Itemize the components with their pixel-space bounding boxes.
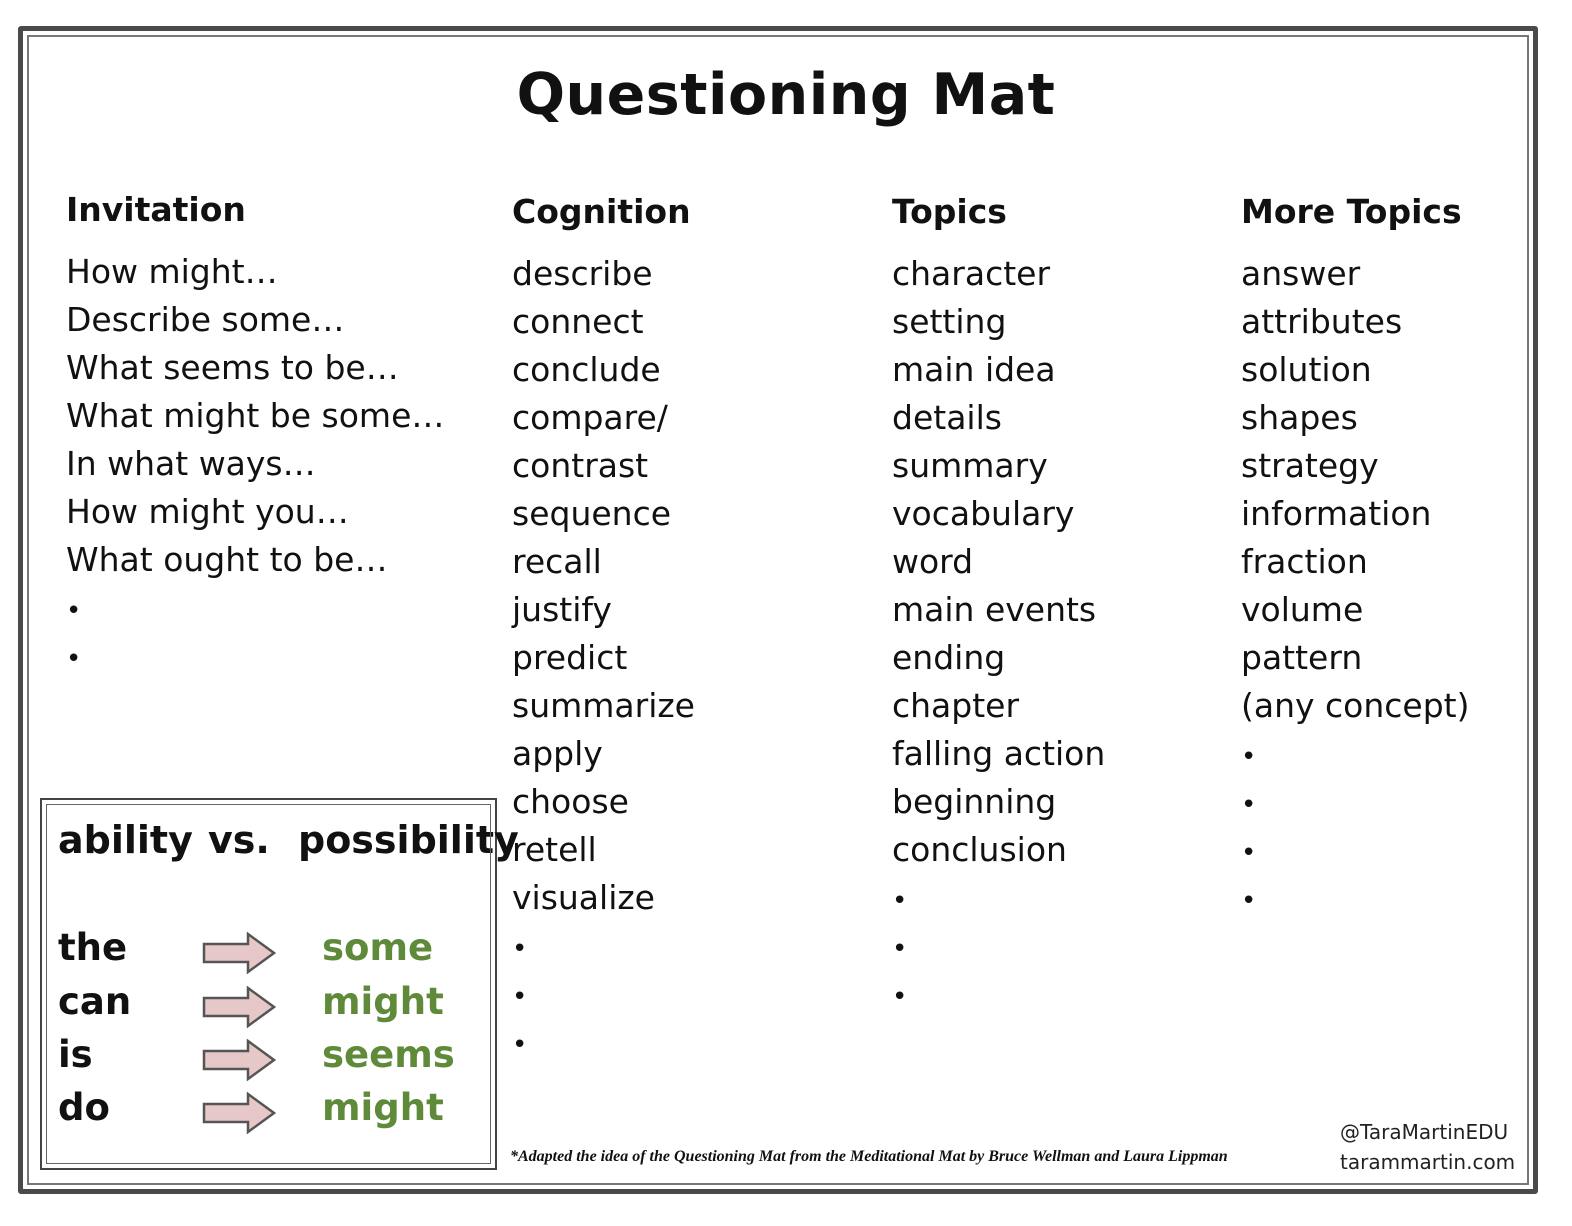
list-item: sequence — [512, 494, 672, 533]
right-arrow-icon — [202, 1039, 276, 1081]
empty-bullet — [66, 632, 444, 680]
list-item: summarize — [512, 686, 695, 725]
column-more-topics — [1241, 190, 1470, 922]
column-list — [66, 248, 444, 680]
list-item: summary — [892, 446, 1048, 485]
list-item: answer — [1241, 254, 1361, 293]
ability-word: can — [58, 980, 132, 1023]
list-item: contrast — [512, 446, 649, 485]
list-item: details — [892, 398, 1002, 437]
list-item: conclude — [512, 350, 661, 389]
empty-bullet — [1241, 730, 1470, 778]
ability-word: is — [58, 1033, 93, 1076]
empty-bullet — [512, 922, 695, 970]
column-heading: Cognition — [512, 192, 691, 231]
list-item: main idea — [892, 350, 1056, 389]
column-heading: Topics — [892, 192, 1007, 231]
list-item: compare/ — [512, 398, 668, 437]
list-item: fraction — [1241, 542, 1368, 581]
ability-word: do — [58, 1086, 110, 1129]
possibility-word: might — [322, 980, 444, 1023]
empty-bullet — [512, 1018, 695, 1066]
empty-bullet — [66, 584, 444, 632]
empty-bullet — [1241, 778, 1470, 826]
list-item: How might… — [66, 252, 278, 291]
column-heading: Invitation — [66, 190, 246, 229]
list-item: How might you… — [66, 492, 349, 531]
list-item: solution — [1241, 350, 1372, 389]
list-item: falling action — [892, 734, 1106, 773]
list-item: strategy — [1241, 446, 1379, 485]
right-arrow-icon — [202, 1092, 276, 1134]
list-item: information — [1241, 494, 1432, 533]
list-item: pattern — [1241, 638, 1363, 677]
empty-bullet — [512, 970, 695, 1018]
right-arrow-icon — [202, 986, 276, 1028]
ability-vs-possibility-box — [40, 798, 519, 1170]
column-topics — [892, 190, 1105, 1018]
possibility-word: some — [322, 926, 434, 969]
list-item: justify — [512, 590, 612, 629]
heading-possibility: possibility — [298, 818, 519, 862]
box-heading — [58, 818, 519, 868]
list-item: attributes — [1241, 302, 1403, 341]
empty-bullet — [892, 874, 1105, 922]
possibility-word: seems — [322, 1033, 455, 1076]
list-item: What seems to be… — [66, 348, 399, 387]
credit-site: tarammartin.com — [1340, 1150, 1516, 1174]
column-list — [512, 250, 695, 1066]
heading-vs: vs. — [208, 818, 270, 862]
column-heading: More Topics — [1241, 192, 1462, 231]
list-item: character — [892, 254, 1051, 293]
word-pair — [58, 980, 478, 1030]
empty-bullet — [892, 922, 1105, 970]
empty-bullet — [892, 970, 1105, 1018]
list-item: beginning — [892, 782, 1057, 821]
list-item: chapter — [892, 686, 1020, 725]
list-item: predict — [512, 638, 628, 677]
list-item: choose — [512, 782, 629, 821]
ability-word: the — [58, 926, 128, 969]
list-item: conclusion — [892, 830, 1067, 869]
column-cognition — [512, 190, 695, 1066]
list-item: setting — [892, 302, 1007, 341]
right-arrow-icon — [202, 932, 276, 974]
empty-bullet — [1241, 826, 1470, 874]
heading-ability: ability — [58, 818, 193, 862]
list-item: ending — [892, 638, 1006, 677]
possibility-word: might — [322, 1086, 444, 1129]
column-list — [892, 250, 1105, 1018]
empty-bullet — [1241, 874, 1470, 922]
list-item: apply — [512, 734, 603, 773]
list-item: shapes — [1241, 398, 1358, 437]
list-item: What ought to be… — [66, 540, 388, 579]
list-item: describe — [512, 254, 653, 293]
list-item: retell — [512, 830, 597, 869]
word-pair — [58, 1086, 478, 1136]
list-item: main events — [892, 590, 1097, 629]
attribution-footnote: *Adapted the idea of the Questioning Mat from the Meditational Mat by Bruce Wellman and Laura Lippman — [510, 1148, 1228, 1165]
list-item: In what ways… — [66, 444, 316, 483]
word-pair — [58, 1033, 478, 1083]
list-item: connect — [512, 302, 644, 341]
list-item: What might be some… — [66, 396, 445, 435]
list-item: vocabulary — [892, 494, 1075, 533]
credit-handle: @TaraMartinEDU — [1340, 1120, 1509, 1144]
page-title: Questioning Mat — [516, 62, 1056, 128]
column-invitation — [66, 188, 444, 680]
list-item: visualize — [512, 878, 655, 917]
list-item: recall — [512, 542, 602, 581]
list-item: volume — [1241, 590, 1364, 629]
column-list — [1241, 250, 1470, 922]
list-item: Describe some… — [66, 300, 345, 339]
list-item: (any concept) — [1241, 686, 1470, 725]
word-pair — [58, 926, 478, 976]
list-item: word — [892, 542, 974, 581]
